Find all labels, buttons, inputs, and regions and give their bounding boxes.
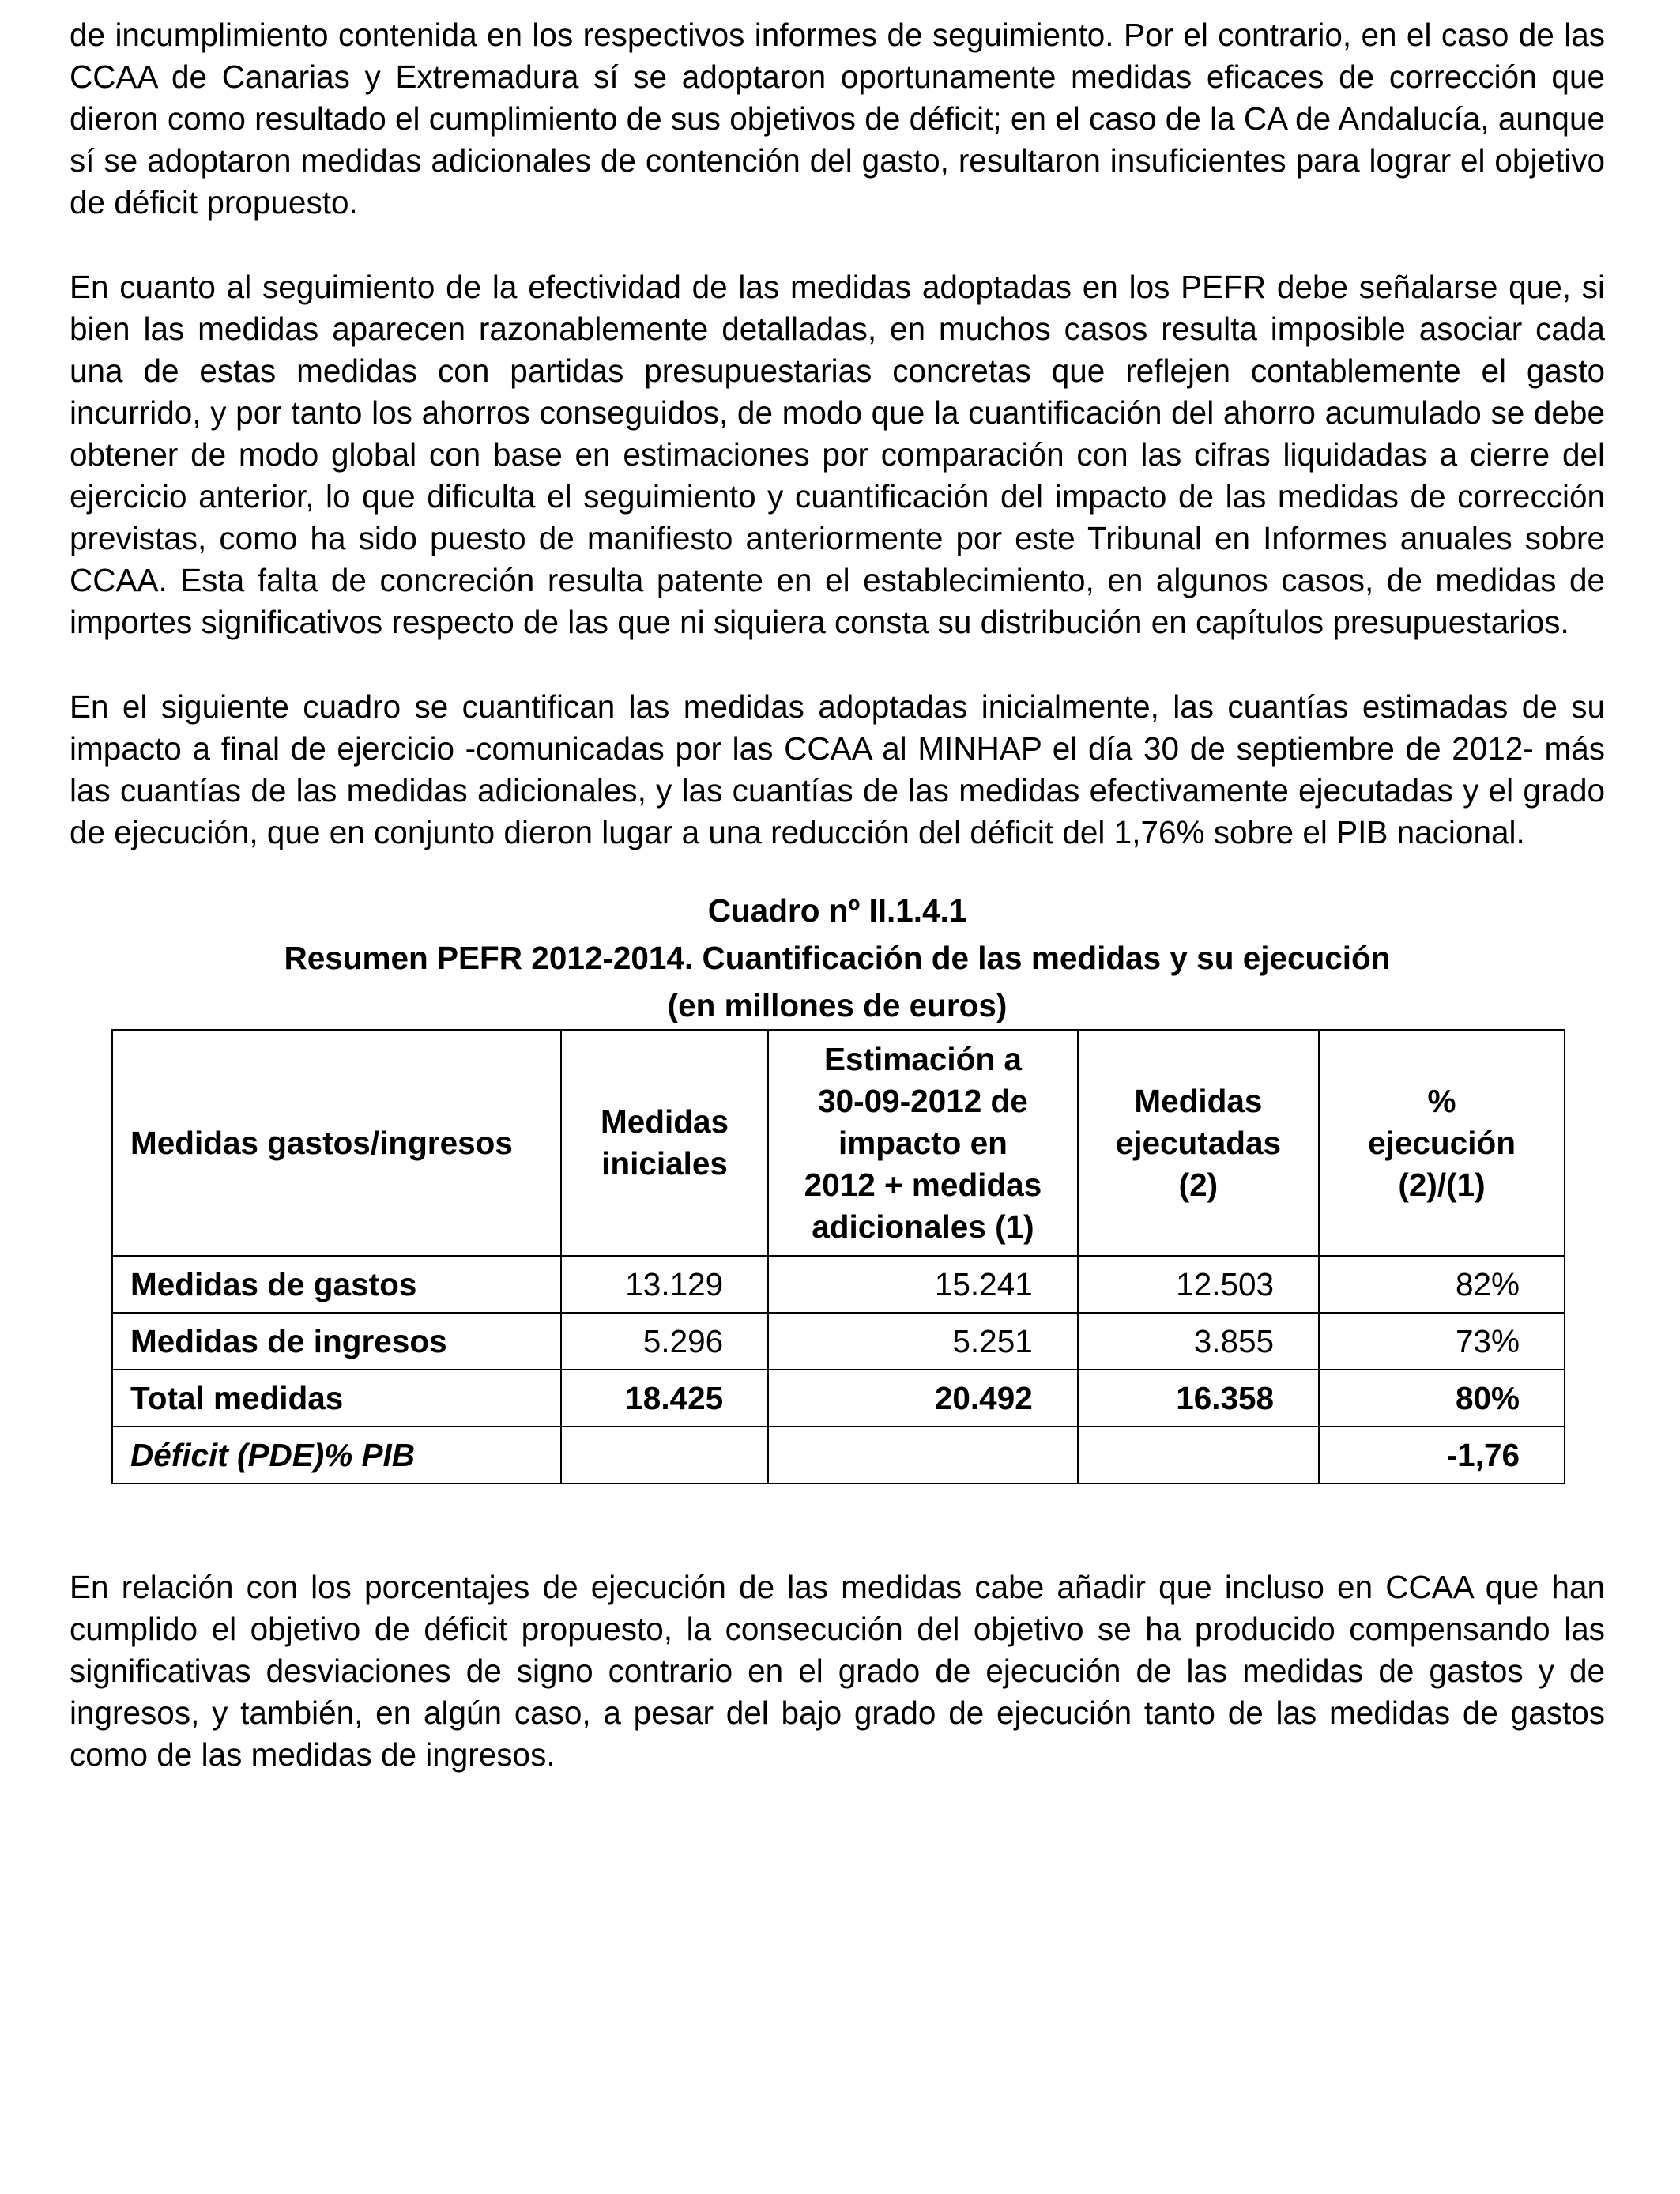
cell-ejecutadas: 12.503	[1078, 1256, 1319, 1313]
cell-iniciales: 5.296	[561, 1313, 768, 1370]
header-estimacion: Estimación a 30-09-2012 de impacto en 2012 + medidas adicionales (1)	[768, 1030, 1078, 1256]
paragraph-4: En relación con los porcentajes de ejecución de las medidas cabe añadir que incluso en CCAA que han cumplido el objetivo de déficit propuesto, la consecución del objetivo se ha producido compensando las significativas desviaciones de signo contrario en el grado de ejecución de las medidas de gastos y de ingresos, y también, en algún caso, a pesar del bajo grado de ejecución tanto de las medidas de gastos como de las medidas de ingresos.	[70, 1569, 1605, 1773]
cell-estimacion: 5.251	[768, 1313, 1078, 1370]
cell-iniciales: 13.129	[561, 1256, 768, 1313]
paragraph-1: de incumplimiento contenida en los respectivos informes de seguimiento. Por el contrario, en el caso de las CCAA de Canarias y Extremadura sí se adoptaron oportunamente medidas eficaces de corrección que dieron como resultado el cumplimiento de sus objetivos de déficit; en el caso de la CA de Andalucía, aunque sí se adoptaron medidas adicionales de contención del gasto, resultaron insuficientes para lograr el objetivo de déficit propuesto.	[70, 17, 1605, 221]
cell-ejecutadas: 16.358	[1078, 1370, 1319, 1427]
cell-porcentaje: -1,76	[1319, 1427, 1565, 1483]
cell-iniciales	[561, 1427, 768, 1483]
cell-ejecutadas	[1078, 1427, 1319, 1483]
table-caption	[111, 887, 1563, 1029]
document-page	[70, 14, 1605, 1776]
row-label: Medidas de gastos	[112, 1256, 561, 1313]
cell-ejecutadas: 3.855	[1078, 1313, 1319, 1370]
header-medidas-ejecutadas: Medidas ejecutadas (2)	[1078, 1030, 1319, 1256]
cell-iniciales: 18.425	[561, 1370, 768, 1427]
cell-porcentaje: 80%	[1319, 1370, 1565, 1427]
header-medidas-gastos-ingresos: Medidas gastos/ingresos	[112, 1030, 561, 1256]
row-label: Total medidas	[112, 1370, 561, 1427]
table-header-row	[112, 1030, 1565, 1256]
summary-table	[111, 1029, 1565, 1484]
table-row	[112, 1313, 1565, 1370]
table-number: Cuadro nº II.1.4.1	[707, 892, 967, 929]
table-row-total	[112, 1370, 1565, 1427]
row-label: Medidas de ingresos	[112, 1313, 561, 1370]
cell-estimacion: 15.241	[768, 1256, 1078, 1313]
table-title: Resumen PEFR 2012-2014. Cuantificación de las medidas y su ejecución	[284, 940, 1391, 976]
table-units: (en millones de euros)	[667, 987, 1008, 1023]
paragraph-3: En el siguiente cuadro se cuantifican las medidas adoptadas inicialmente, las cuantías estimadas de su impacto a final de ejercicio -comunicadas por las CCAA al MINHAP el día 30 de septiembre de 2012- más las cuantías de las medidas adicionales, y las cuantías de las medidas efectivamente ejecutadas y el grado de ejecución, que en conjunto dieron lugar a una reducción del déficit del 1,76% sobre el PIB nacional.	[70, 688, 1605, 850]
table-row-deficit	[112, 1427, 1565, 1483]
table-row	[112, 1256, 1565, 1313]
cell-estimacion	[768, 1427, 1078, 1483]
header-medidas-iniciales: Medidas iniciales	[561, 1030, 768, 1256]
cell-porcentaje: 82%	[1319, 1256, 1565, 1313]
cell-porcentaje: 73%	[1319, 1313, 1565, 1370]
cell-estimacion: 20.492	[768, 1370, 1078, 1427]
header-porcentaje-ejecucion: % ejecución (2)/(1)	[1319, 1030, 1565, 1256]
row-label: Déficit (PDE)% PIB	[112, 1427, 561, 1483]
paragraph-2: En cuanto al seguimiento de la efectividad de las medidas adoptadas en los PEFR debe señalarse que, si bien las medidas aparecen razonablemente detalladas, en muchos casos resulta imposible asociar cada una de estas medidas con partidas presupuestarias concretas que reflejen contablemente el gasto incurrido, y por tanto los ahorros conseguidos, de modo que la cuantificación del ahorro acumulado se debe obtener de modo global con base en estimaciones por comparación con las cifras liquidadas a cierre del ejercicio anterior, lo que dificulta el seguimiento y cuantificación del impacto de las medidas de corrección previstas, como ha sido puesto de manifiesto anteriormente por este Tribunal en Informes anuales sobre CCAA. Esta falta de concreción resulta patente en el establecimiento, en algunos casos, de medidas de importes significativos respecto de las que ni siquiera consta su distribución en capítulos presupuestarios.	[70, 269, 1605, 640]
